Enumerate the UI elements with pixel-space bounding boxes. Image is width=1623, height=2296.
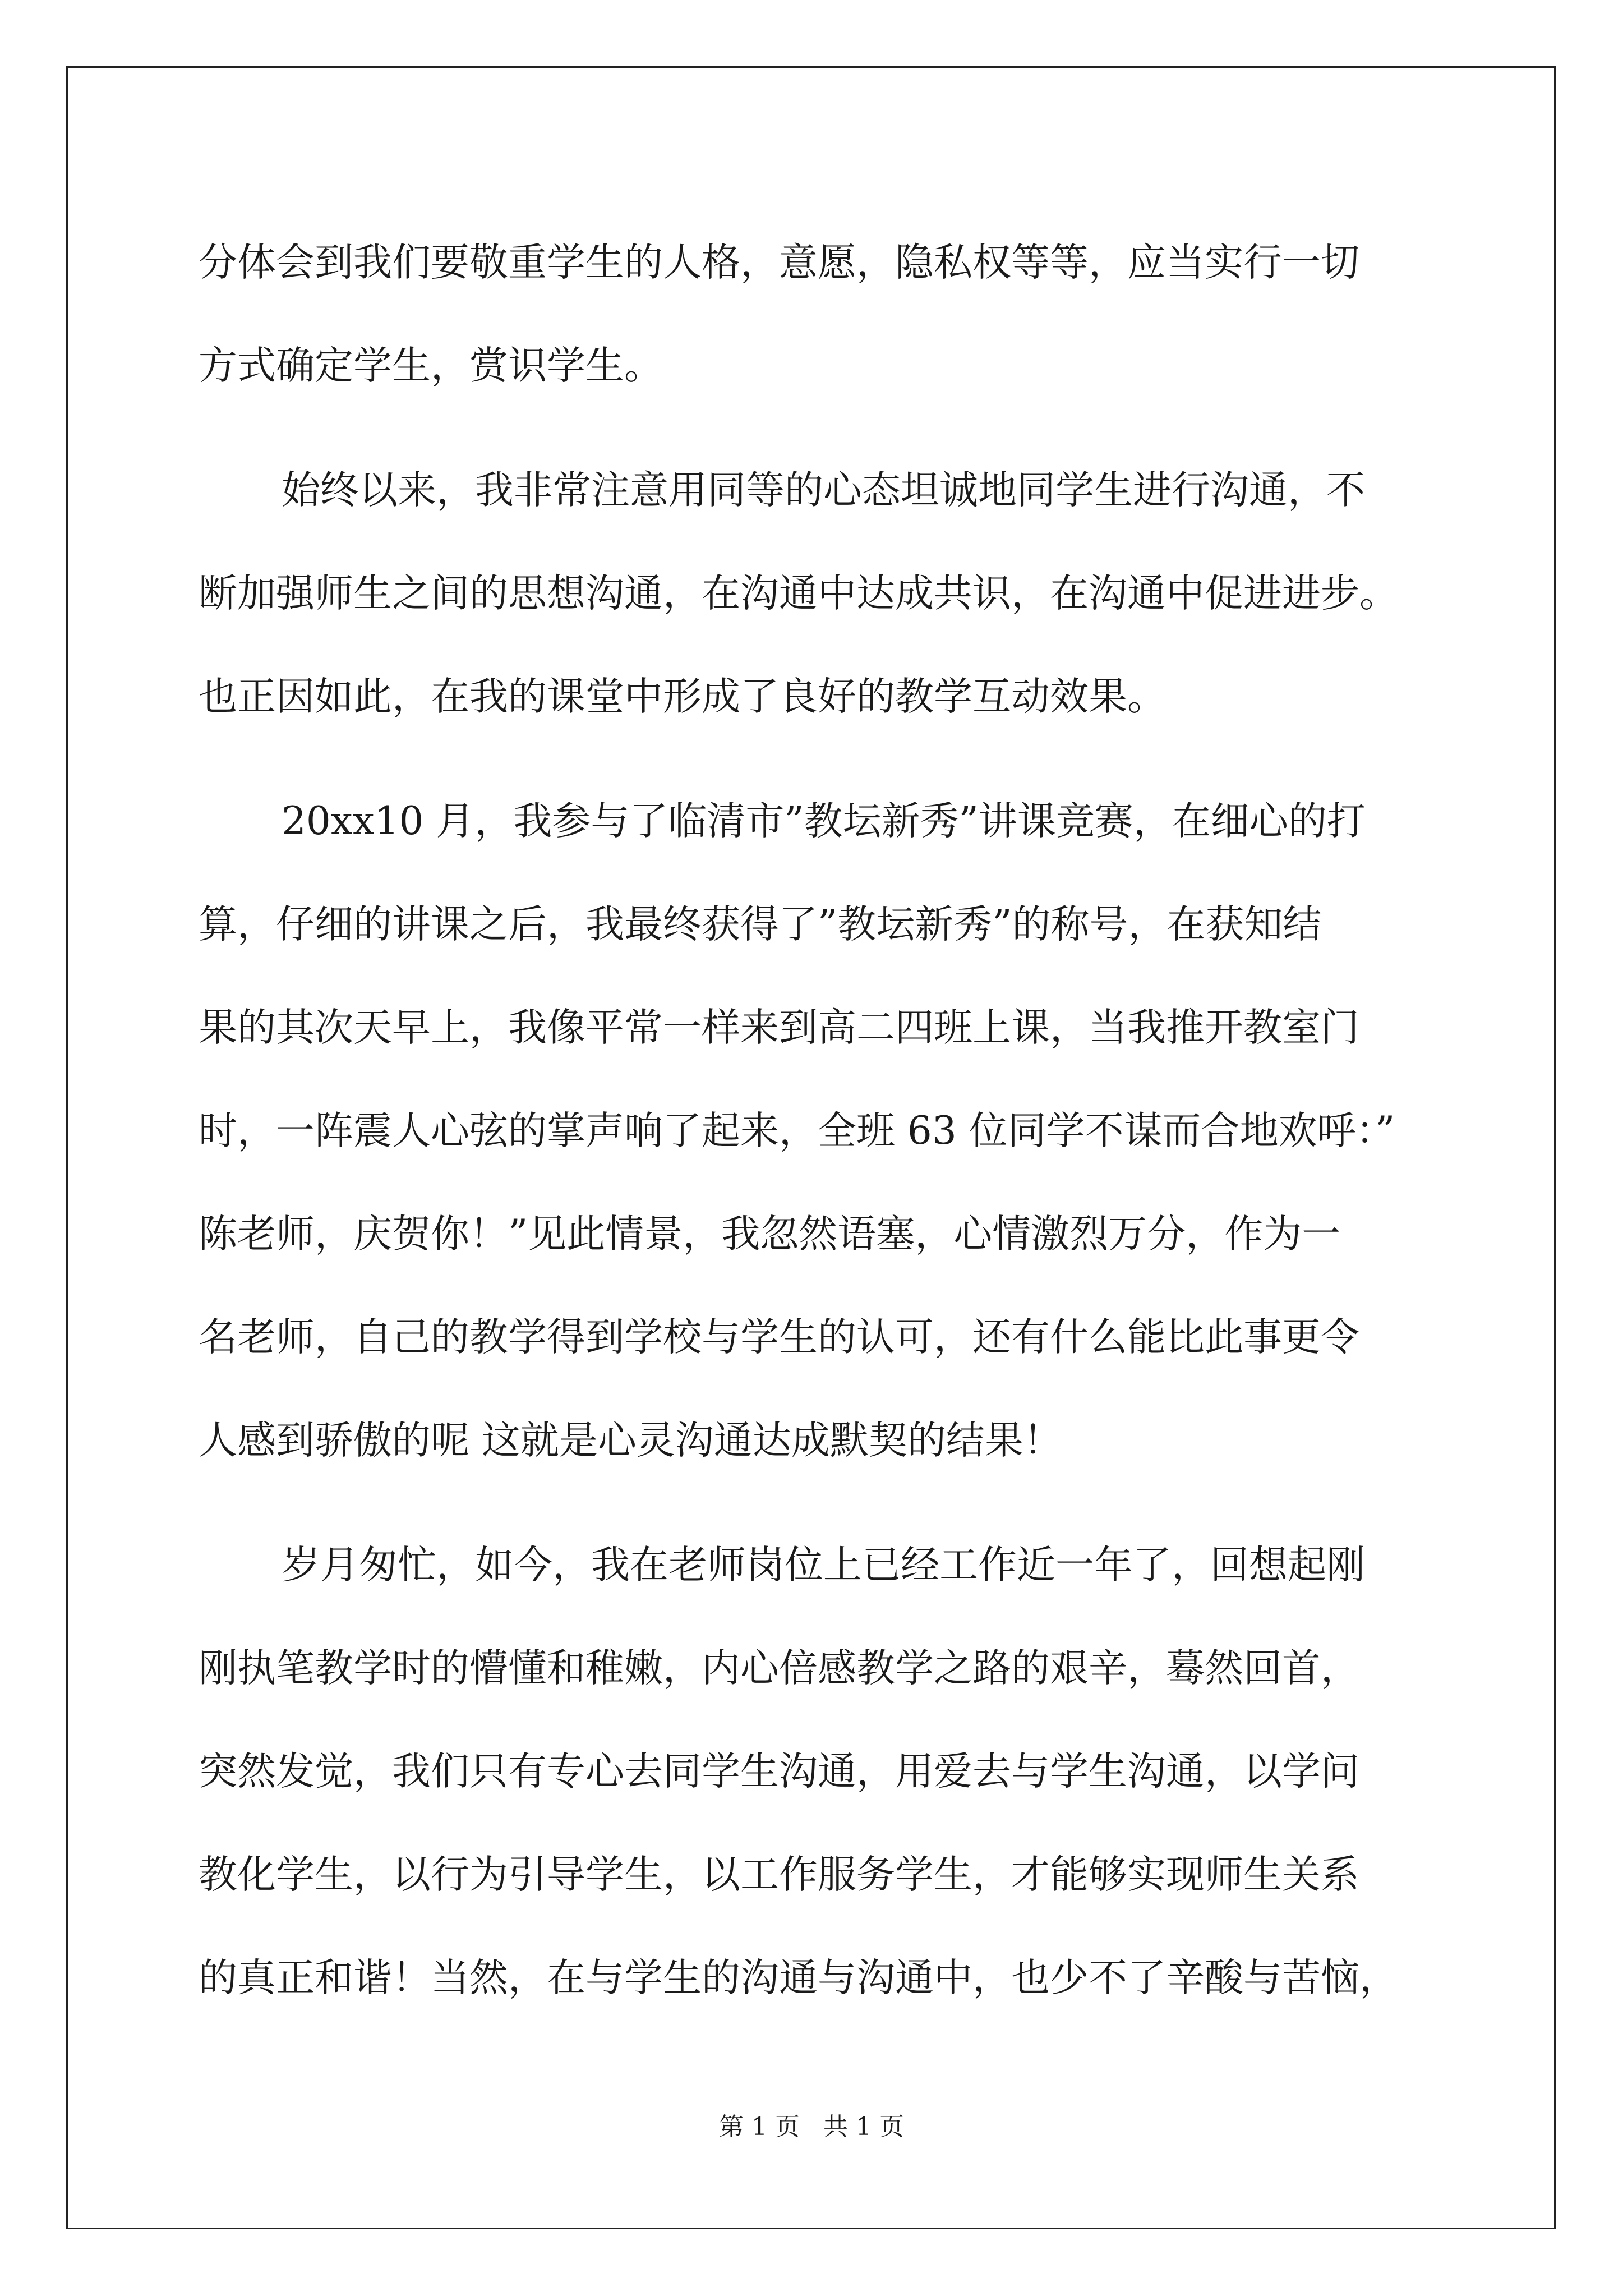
text-line: 断加强师生之间的思想沟通，在沟通中达成共识，在沟通中促进进步。	[199, 571, 1398, 616]
text-line: 陈老师，庆贺你！”见此情景，我忽然语塞，心情激烈万分，作为一	[199, 1212, 1341, 1257]
text-line: 名老师，自己的教学得到学校与学生的认可，还有什么能比此事更令	[199, 1315, 1359, 1360]
page-footer: 第 1 页 共 1 页	[719, 2113, 904, 2141]
text-line: 教化学生，以行为引导学生，以工作服务学生，才能够实现师生关系	[199, 1852, 1359, 1897]
text-line: 果的其次天早上，我像平常一样来到高二四班上课，当我推开教室门	[199, 1005, 1359, 1050]
paragraph-4	[199, 1513, 1488, 2030]
text-line: 岁月匆忙，如今，我在老师岗位上已经工作近一年了，回想起刚	[282, 1543, 1365, 1588]
text-line: 人感到骄傲的呢 这就是心灵沟通达成默契的结果！	[199, 1418, 1062, 1463]
text-line: 的真正和谐！当然，在与学生的沟通与沟通中，也少不了辛酸与苦恼，	[199, 1955, 1398, 2000]
text-line: 20xx10 月，我参与了临清市”教坛新秀”讲课竞赛，在细心的打	[282, 799, 1366, 844]
text-line: 方式确定学生，赏识学生。	[199, 343, 663, 388]
paragraph-3	[199, 770, 1488, 1492]
text-line: 也正因如此，在我的课堂中形成了良好的教学互动效果。	[199, 674, 1166, 719]
text-line: 刚执笔教学时的懵懂和稚嫩，内心倍感教学之路的艰辛，蓦然回首，	[199, 1646, 1359, 1691]
paragraph-2	[199, 439, 1488, 748]
text-line: 分体会到我们要敬重学生的人格，意愿，隐私权等等，应当实行一切	[199, 240, 1359, 285]
text-line: 始终以来，我非常注意用同等的心态坦诚地同学生进行沟通，不	[282, 468, 1365, 513]
paragraph-1	[199, 211, 1488, 417]
text-line: 突然发觉，我们只有专心去同学生沟通，用爱去与学生沟通，以学问	[199, 1749, 1359, 1794]
text-line: 算，仔细的讲课之后，我最终获得了”教坛新秀”的称号，在获知结	[199, 902, 1322, 947]
text-line: 时，一阵震人心弦的掌声响了起来，全班 63 位同学不谋而合地欢呼：”	[199, 1108, 1395, 1153]
document-body	[199, 211, 1488, 2030]
